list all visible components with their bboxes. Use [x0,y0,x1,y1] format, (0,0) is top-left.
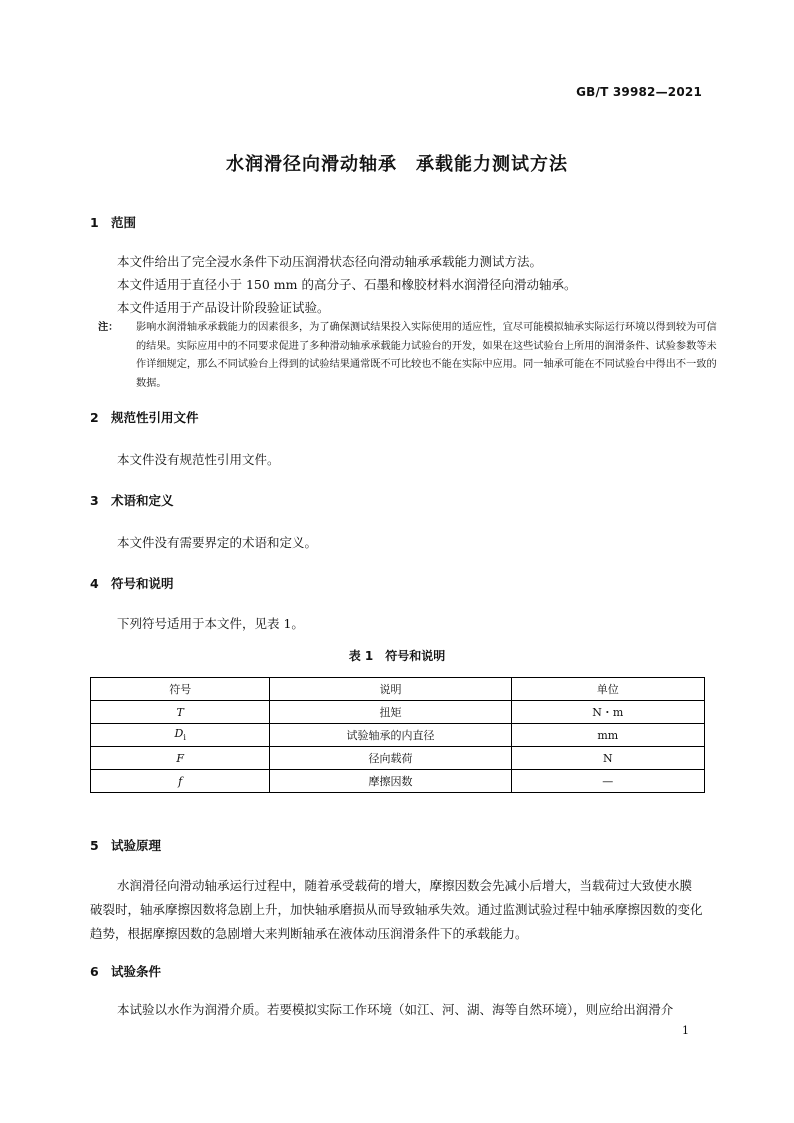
section-number: 6 [90,964,99,979]
unit-cell: mm [511,724,704,747]
page-number: 1 [682,1024,689,1037]
column-header: 符号 [91,678,270,701]
symbol: F [176,751,185,765]
description-cell: 摩擦因数 [270,770,511,793]
column-header: 单位 [511,678,704,701]
note-label: 注： [98,321,119,333]
section-number: 5 [90,838,99,853]
unit-cell: N・m [511,701,704,724]
symbol: f [178,774,183,788]
section-title: 术语和定义 [111,493,174,508]
section-number: 4 [90,576,99,591]
symbol: D [174,727,184,741]
symbol-cell [91,747,270,770]
unit-cell: N [511,747,704,770]
symbol-subscript: i [183,733,186,743]
description-cell: 扭矩 [270,701,511,724]
section-1-heading [90,213,136,231]
paragraph: 本试验以水作为润滑介质。若要模拟实际工作环境（如江、河、湖、海等自然环境），则应给出润滑介 [117,1002,674,1017]
section-4-heading [90,574,174,592]
paragraph: 本文件给出了完全浸水条件下动压润滑状态径向滑动轴承承载能力测试方法。 [117,254,543,269]
section-number: 2 [90,410,99,425]
paragraph: 水润滑径向滑动轴承运行过程中，随着承受载荷的增大，摩擦因数会先减小后增大，当载荷过大致使水膜破裂时，轴承摩擦因数将急剧上升，加快轴承磨损从而导致轴承失效。通过监测试验过程中轴承摩擦因数的变化趋势，根据摩擦因数的急剧增大来判断轴承在液体动压润滑条件下的承载能力。 [90,878,703,941]
section-5-heading [90,836,161,854]
table-row [91,770,705,793]
section-number: 3 [90,493,99,508]
paragraph: 本文件没有规范性引用文件。 [117,452,280,467]
table-row [91,701,705,724]
note-text: 影响水润滑轴承承载能力的因素很多，为了确保测试结果投入实际使用的适应性，宜尽可能模拟轴承实际运行环境以得到较为可信的结果。实际应用中的不同要求促进了多种滑动轴承承载能力试验台的开发，如果在这些试验台上所用的润滑条件、试验参数等未作详细规定，那么不同试验台上得到的试验结果通常既不可比较也不能在实际中应用。同一轴承可能在不同试验台中得出不一致的数据。 [136,322,717,389]
paragraph: 本文件适用于产品设计阶段验证试验。 [117,300,330,315]
table-caption: 表 1 符号和说明 [348,649,446,663]
description-cell: 径向载荷 [270,747,511,770]
table-header-row [91,678,705,701]
section-title: 符号和说明 [111,576,174,591]
symbol-cell [91,770,270,793]
section-2-heading [90,408,199,426]
paragraph: 本文件适用于直径小于 150 mm 的高分子、石墨和橡胶材料水润滑径向滑动轴承。 [117,277,577,292]
note [98,318,726,393]
description-cell: 试验轴承的内直径 [270,724,511,747]
column-header: 说明 [270,678,511,701]
section-title: 试验原理 [111,838,162,853]
section-title: 试验条件 [111,964,162,979]
document-title: 水润滑径向滑动轴承 承载能力测试方法 [226,154,568,175]
symbols-table [90,677,705,793]
symbol-cell [91,724,270,747]
symbol-cell [91,701,270,724]
table-row [91,724,705,747]
table-row [91,747,705,770]
section-title: 范围 [111,215,137,230]
section-number: 1 [90,215,99,230]
section-title: 规范性引用文件 [111,410,199,425]
unit-cell: — [511,770,704,793]
section-6-heading [90,962,161,980]
paragraph: 本文件没有需要界定的术语和定义。 [117,535,318,550]
symbol: T [176,705,184,719]
paragraph: 下列符号适用于本文件，见表 1。 [117,616,304,631]
section-3-heading [90,491,174,509]
standard-code: GB/T 39982—2021 [576,85,702,99]
